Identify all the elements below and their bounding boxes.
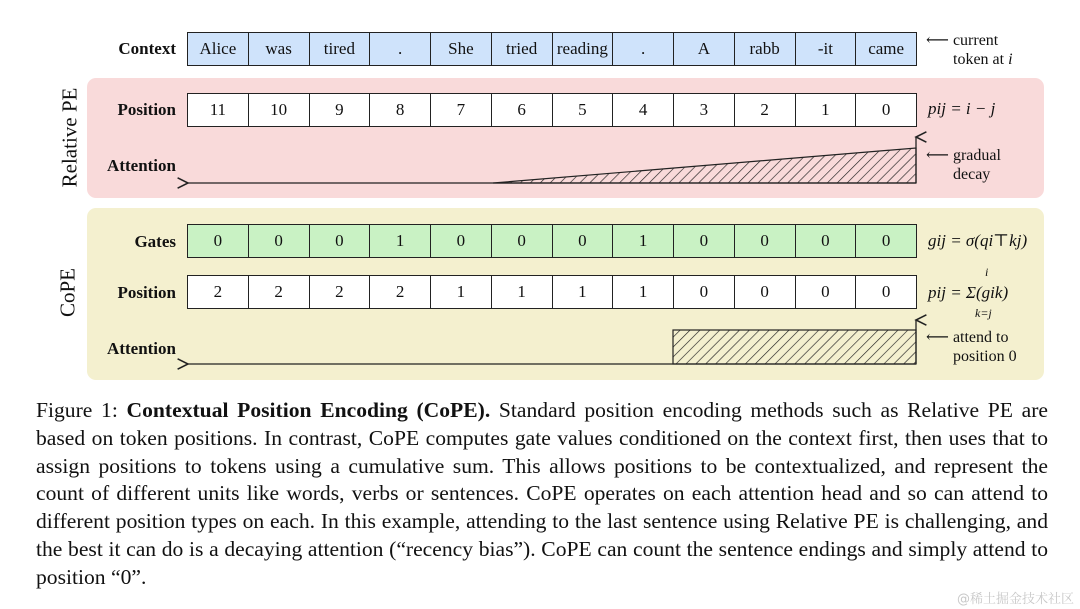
context-note-var: i bbox=[1008, 51, 1013, 68]
relative-attention-note-arrow: ⟵ bbox=[926, 147, 949, 164]
gate-value-cell: 0 bbox=[492, 225, 553, 257]
relative-attention-note-line1: gradual bbox=[952, 147, 1001, 164]
relative-position-cell: 10 bbox=[249, 94, 310, 126]
context-token-cell: -it bbox=[796, 33, 857, 65]
relative-position-cell: 0 bbox=[881, 100, 891, 119]
cope-position-cell: 0 bbox=[796, 276, 857, 308]
cope-position-cell: 0 bbox=[674, 276, 735, 308]
caption-prefix: Figure 1: bbox=[36, 398, 118, 422]
gate-value-cell: 0 bbox=[881, 231, 891, 250]
cope-attention-note-line1: attend to bbox=[952, 329, 1009, 346]
cope-position-cell: 2 bbox=[370, 276, 431, 308]
relative-attention-label: Attention bbox=[107, 156, 176, 175]
relative-position-cell: 8 bbox=[370, 94, 431, 126]
cope-position-cell: 0 bbox=[735, 276, 796, 308]
context-token-cell: rabb bbox=[735, 33, 796, 65]
caption-body: Standard position encoding methods such as Relative PE are based on token positions. In contrast, CoPE computes gate values conditioned on the context first, then uses that to assign positions to tokens using a cumulative sum. This allows positions to be contextualized, and represent the count of different units like words, verbs or sentences. CoPE operates on each attention head and so can attend to different position types on each. In this example, attending to the last sentence using Relative PE is challenging, and the best it can do is a decaying attention (“recency bias”). CoPE can count the sentence endings and simply attend to position “0”. bbox=[36, 398, 1048, 589]
watermark: @稀土掘金技术社区 bbox=[956, 592, 1074, 607]
context-row-label: Context bbox=[118, 39, 176, 58]
cope-attention-note-arrow: ⟵ bbox=[926, 329, 949, 346]
relative-position-cell: 7 bbox=[431, 94, 492, 126]
relative-position-cell: 5 bbox=[553, 94, 614, 126]
cope-attention-note-line2: position 0 bbox=[953, 348, 1017, 365]
context-token-cell: came bbox=[868, 39, 905, 58]
cope-position-cell: 1 bbox=[613, 276, 674, 308]
cope-position-label: Position bbox=[117, 283, 176, 302]
relative-attention-note-line2: decay bbox=[953, 166, 991, 183]
relative-position-cell: 6 bbox=[492, 94, 553, 126]
context-token-cell: tired bbox=[310, 33, 371, 65]
gates-row-label: Gates bbox=[134, 232, 176, 251]
cope-position-cell: 1 bbox=[553, 276, 614, 308]
gates-formula: gij = σ(qi⊤kj) bbox=[928, 231, 1028, 250]
figure-caption bbox=[36, 397, 1048, 592]
context-token-cell: A bbox=[674, 33, 735, 65]
relative-position-cell: 11 bbox=[188, 94, 249, 126]
context-note-arrow: ⟵ bbox=[926, 32, 949, 49]
cope-position-cell: 0 bbox=[881, 282, 891, 301]
cope-position-cell: 2 bbox=[310, 276, 371, 308]
context-token-cell: tried bbox=[492, 33, 553, 65]
cope-attention-block bbox=[673, 330, 916, 364]
context-token-cell: Alice bbox=[188, 33, 249, 65]
sum-lower-limit: k=j bbox=[975, 306, 992, 320]
gate-value-cell: 0 bbox=[553, 225, 614, 257]
cope-attention-label: Attention bbox=[107, 339, 176, 358]
context-token-cell: . bbox=[370, 33, 431, 65]
gate-value-cell: 1 bbox=[613, 225, 674, 257]
context-note-line1: current bbox=[952, 32, 999, 49]
context-token-cell: . bbox=[613, 33, 674, 65]
gate-value-cell: 0 bbox=[796, 225, 857, 257]
gate-value-cell: 1 bbox=[370, 225, 431, 257]
relative-position-cell: 1 bbox=[796, 94, 857, 126]
relative-pe-side-label: Relative PE bbox=[57, 87, 82, 188]
context-token-cell: reading bbox=[553, 33, 614, 65]
cope-position-cell: 1 bbox=[492, 276, 553, 308]
context-token-cell: She bbox=[431, 33, 492, 65]
relative-position-cell: 9 bbox=[310, 94, 371, 126]
cope-side-label: CoPE bbox=[55, 268, 80, 318]
context-token-cell: was bbox=[249, 33, 310, 65]
cope-position-cell: 1 bbox=[431, 276, 492, 308]
cope-position-formula: pij = Σ(gik) bbox=[928, 283, 1009, 302]
context-note-line2: token at bbox=[953, 51, 1009, 68]
relative-formula: pij = i − j bbox=[928, 99, 996, 118]
gate-value-cell: 0 bbox=[674, 225, 735, 257]
relative-position-cell: 3 bbox=[674, 94, 735, 126]
sum-upper-limit: i bbox=[985, 265, 989, 279]
gate-value-cell: 0 bbox=[431, 225, 492, 257]
relative-position-cell: 4 bbox=[613, 94, 674, 126]
relative-attention-decay-shape bbox=[493, 148, 916, 183]
relative-position-label: Position bbox=[117, 100, 176, 119]
gate-value-cell: 0 bbox=[310, 225, 371, 257]
gate-value-cell: 0 bbox=[735, 225, 796, 257]
relative-position-cell: 2 bbox=[735, 94, 796, 126]
cope-position-cell: 2 bbox=[249, 276, 310, 308]
gate-value-cell: 0 bbox=[188, 225, 249, 257]
gate-value-cell: 0 bbox=[249, 225, 310, 257]
cope-position-cell: 2 bbox=[188, 276, 249, 308]
caption-title: Contextual Position Encoding (CoPE). bbox=[126, 398, 491, 422]
